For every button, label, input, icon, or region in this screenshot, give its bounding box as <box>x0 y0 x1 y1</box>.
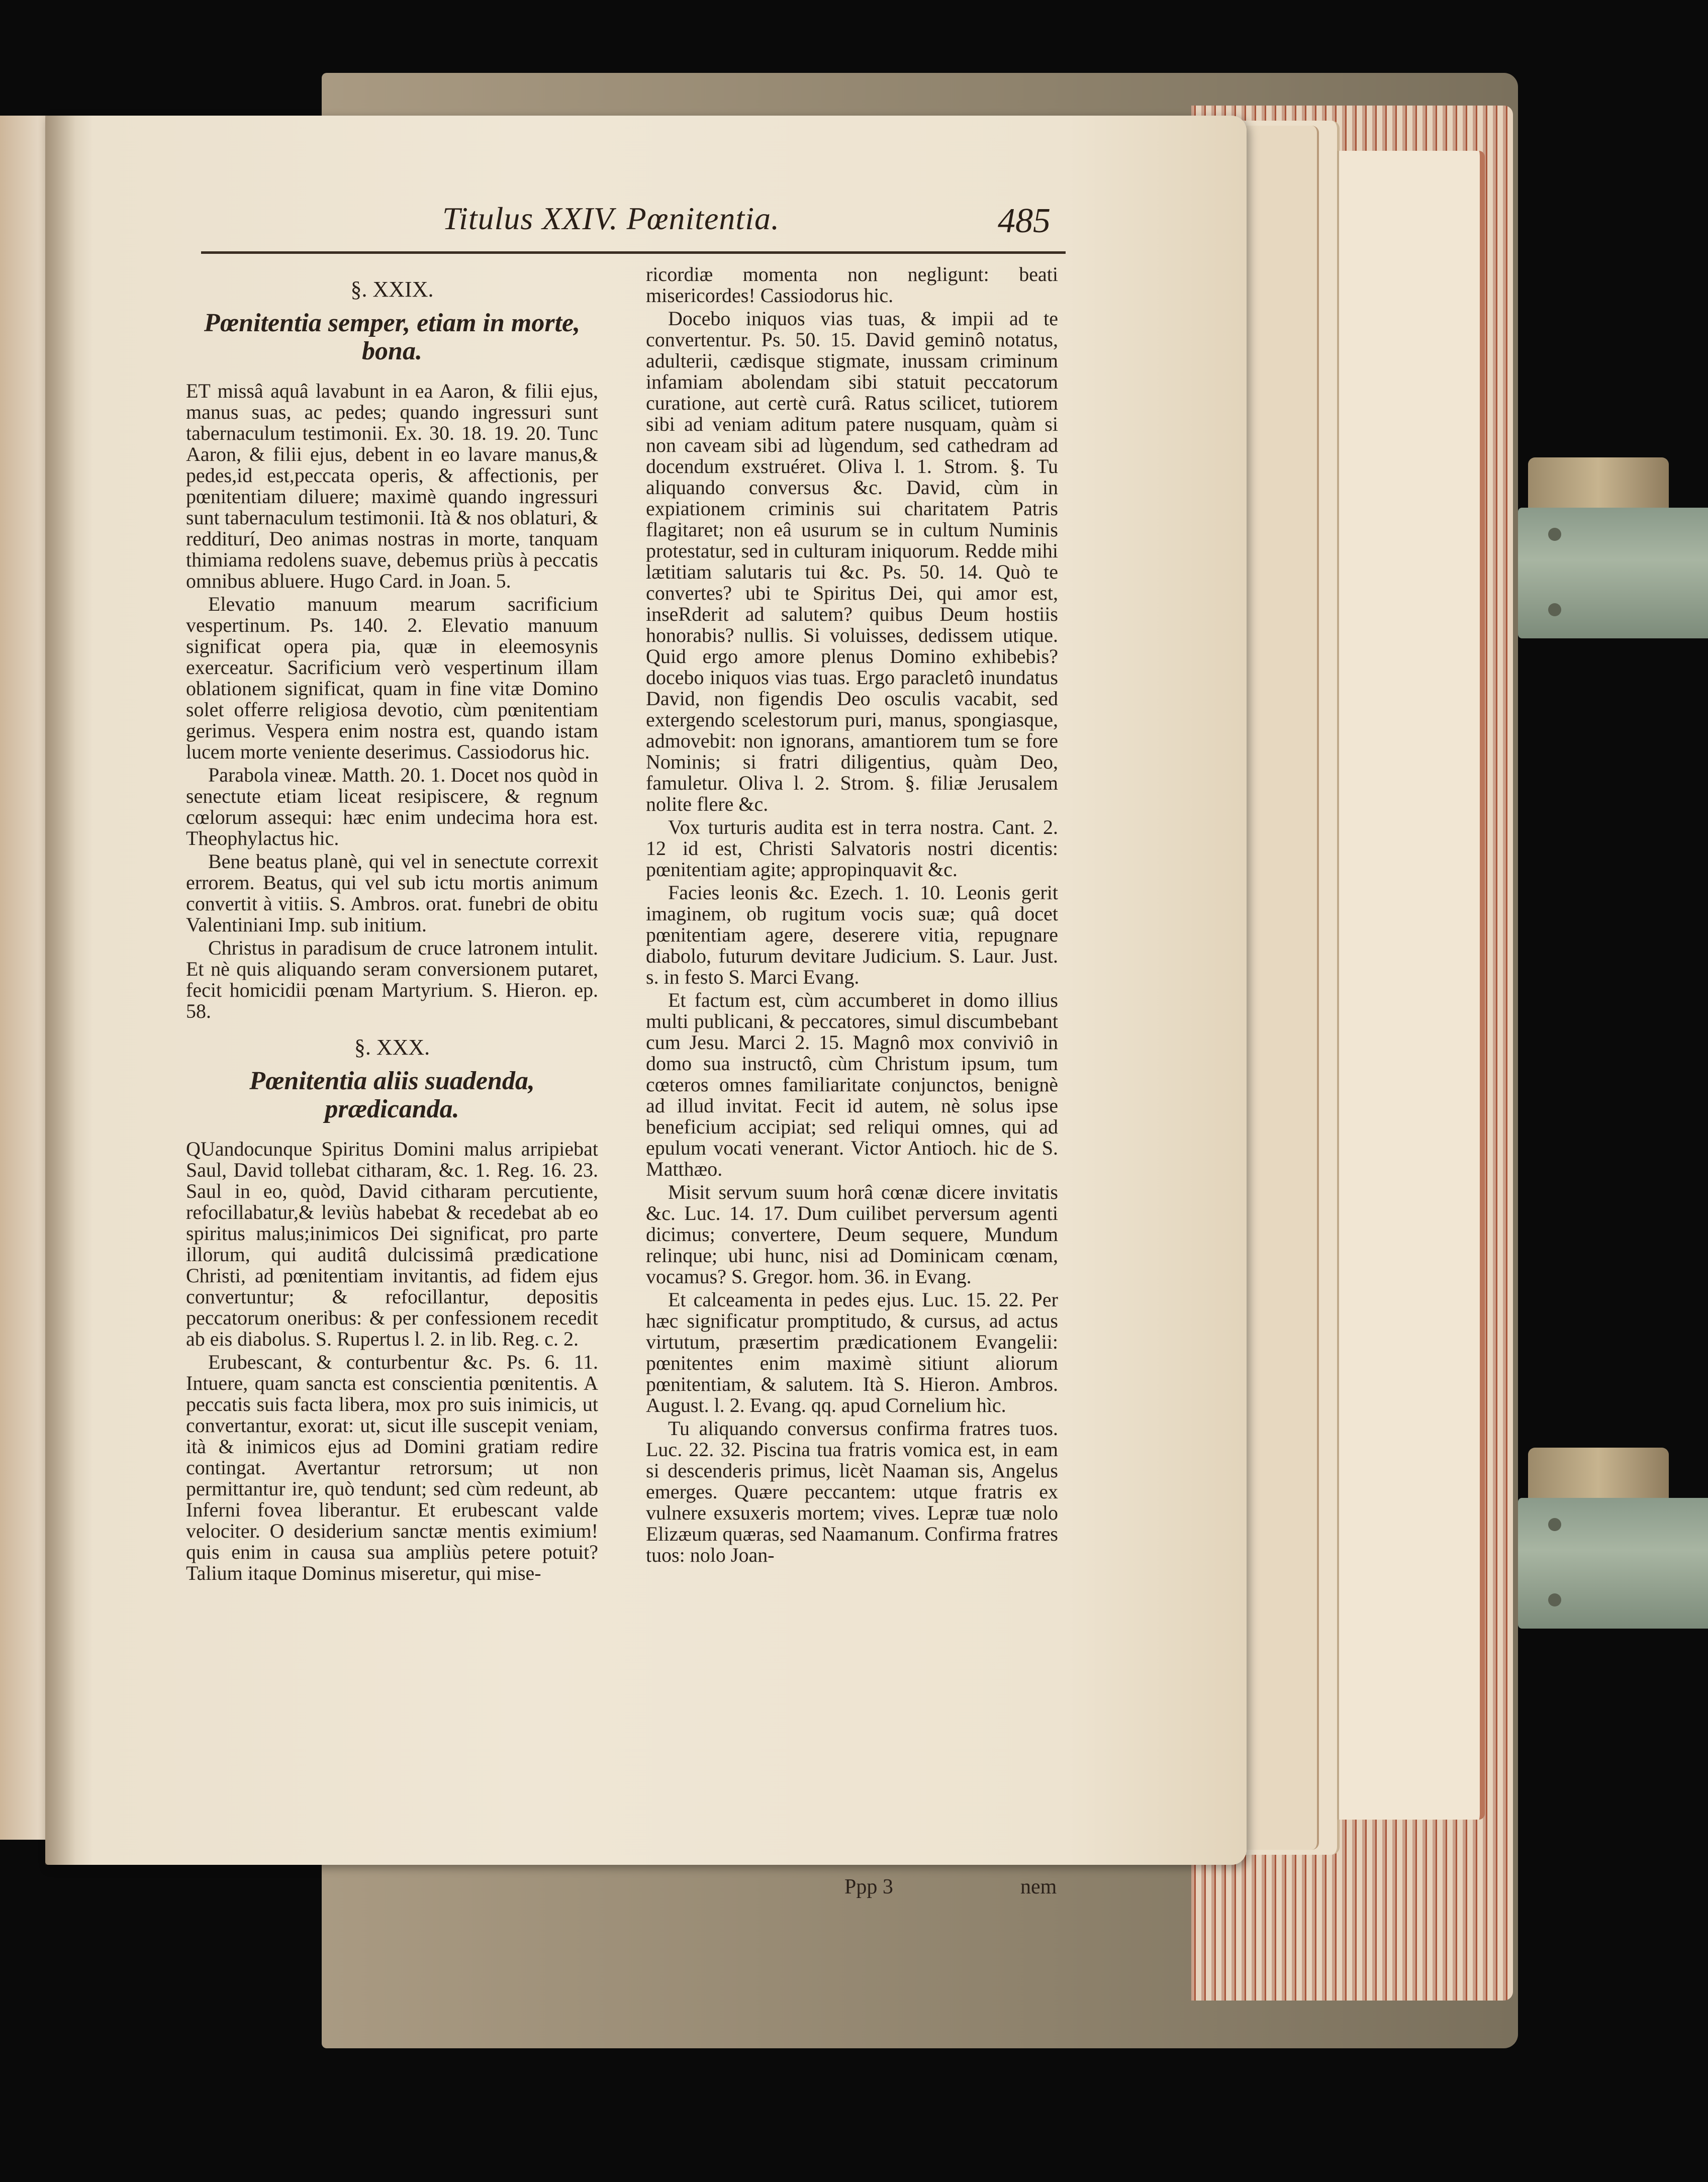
paragraph: ET missâ aquâ lavabunt in ea Aaron, & filii ejus, manus suas, ac pedes; quando ingressuri sunt tabernaculum testimonii. Ex. 30. 18. 19. 20. Tunc Aaron, & filii ejus, debent in eo lavare manus,& pedes,id est,peccata operis, & affectionis, per pœnitentiam diluere; maximè quando ingressuri sunt tabernaculum testimonii. Ità & nos oblaturi, & redditurí, Deo animas nostras in morte, tanquam thimiama redolens suave, debemus priùs à peccatis omnibus abluere. Hugo Card. in Joan. 5. <box>186 380 598 592</box>
rivet <box>1548 603 1561 616</box>
paragraph: QUandocunque Spiritus Domini malus arripiebat Saul, David tollebat citharam, &c. 1. Reg. 16. 23. Saul in eo, quòd, David citharam percutiente, refocillabatur,& leviùs habebat & recedebat ab eo spiritus malus;inimicos Dei significat, pro parte illorum, qui auditâ dulcissimâ prædicatione Christi, ad pœnitentiam invitantis, ad fidem ejus convertuntur; & refocillantur, depositis peccatorum oneribus: & per confessionem recedit ab eis diabolus. S. Rupertus l. 2. in lib. Reg. c. 2. <box>186 1137 598 1350</box>
paragraph: Bene beatus planè, qui vel in senectute correxit errorem. Beatus, qui vel sub ictu mortis animum convertit à vitiis. S. Ambros. orat. funebri de obitu Valentiniani Imp. sub initium. <box>186 850 598 936</box>
paragraph: Vox turturis audita est in terra nostra. Cant. 2. 12 id est, Christi Salvatoris nostri dicentis: pœnitentiam agite; appropinquavit &c. <box>646 816 1058 881</box>
clasp-strap <box>1518 508 1708 638</box>
rivet <box>1548 528 1561 541</box>
paragraph: Et calceamenta in pedes ejus. Luc. 15. 22. Per hæc significatur promptitudo, & cursus, ad actus virtutum, præsertim prædicationem Evangelii: pœnitentes enim maximè sitiunt aliorum pœnitentiam, & salutem. Ità S. Hieron. Ambros. August. l. 2. Evang. qq. apud Cornelium hìc. <box>646 1288 1058 1416</box>
paragraph: Et factum est, cùm accumberet in domo illius multi publicani, & peccatores, simul discumbebant cum Jesu. Marci 2. 15. Magnô mox conviviô in domo sua instructô, cùm Christum ipsum, tum cœteros omnes familiaritate conjunctos, benignè ad illud invitat. Fecit id autem, nè solus ipse beneficium accipiat; sed reliqui omnes, qui ad epulum vocati venerant. Victor Antioch. hic de S. Matthæo. <box>646 989 1058 1180</box>
rivet <box>1548 1518 1561 1531</box>
signature-mark: Ppp 3 <box>844 1875 893 1899</box>
section-title: Pœnitentia aliis suadenda, prædicanda. <box>249 1067 535 1123</box>
paragraph: Tu aliquando conversus confirma fratres tuos. Luc. 22. 32. Piscina tua fratris vomica est, in eam si descenderis primus, licèt Naaman sis, Angelus emerges. Quære peccantem: utque fratris ex vulnere exsuxeris mortem; vives. Lepræ tuæ nolo Elizæum quæras, sed Naamanum. Confirma fratres tuos: nolo Joan- <box>646 1417 1058 1566</box>
running-title: Titulus XXIV. Pœnitentia. <box>442 201 780 236</box>
paragraph: Parabola vineæ. Matth. 20. 1. Docet nos quòd in senectute etiam liceat resipiscere, & regnum cœlorum assequi: hæc enim undecima hora est. Theophylactus hic. <box>186 764 598 849</box>
section-number: §. XXX. <box>354 1035 430 1060</box>
catchword: nem <box>1020 1875 1057 1899</box>
paragraph: Elevatio manuum mearum sacrificium vespertinum. Ps. 140. 2. Elevatio manuum significat opera pia, quæ in eleemosynis exerceatur. Sacrificium verò vespertinum illam oblationem significat, quam in fine vitæ Domino solet offerre religiosa devotio, cùm pœnitentiam gerimus. Vespera enim nostra est, quando istam lucem morte veniente deserimus. Cassiodorus hic. <box>186 593 598 763</box>
clasp-strap <box>1518 1498 1708 1629</box>
right-column <box>646 264 1058 1568</box>
header-rule <box>201 251 1066 254</box>
rivet <box>1548 1593 1561 1606</box>
section-number: §. XXIX. <box>350 277 434 302</box>
paragraph: Misit servum suum horâ cœnæ dicere invitatis &c. Luc. 14. 17. Dum cuilibet perversum agenti dicimus; convertere, Deum sequere, Mundum relinque; ubi hunc, nisi ad Dominicam cœnam, vocamus? S. Gregor. hom. 36. in Evang. <box>646 1181 1058 1288</box>
page-number: 485 <box>998 202 1051 240</box>
underlying-leaf <box>1337 151 1485 1820</box>
paragraph: Docebo iniquos vias tuas, & impii ad te convertentur. Ps. 50. 15. David geminô notatus, adulterii, cædisque stigmate, inussam criminum infamiam abolendam sibi statuit peccatorum curatione, aut certè curâ. Ratus scilicet, tutiorem sibi ad veniam aditum patere nusquam, quàm si non caveam sibi ad lùgendum, sed cathedram ad docendum exstruéret. Oliva l. 1. Strom. §. Tu aliquando conversus &c. David, cùm in expiationem criminis sui charitatem Patris flagitaret; non eâ usurum se in cultum Numinis protestatur, sed in culturam iniquorum. Redde mihi lætitiam salutaris tui &c. Ps. 50. 14. Quò te convertes? ubi te Spiritus Dei, qui amor est, inseRderit ad salutem? quibus Deum hostiis honorabis? nullis. Si voluisses, dedissem utique. Quid ergo amore plenus Domino exhibebis? docebo iniquos vias tuas. Ergo paracletô inundatus David, non figendis Deo osculis vacabit, sed extergendo scelestorum puri, manus, spongiasque, admovebit: non ignorans, amantiorem tum se fore Nominis; si fratri diligentius, quàm Deo, famuletur. Oliva l. 2. Strom. §. filiæ Jerusalem nolite flere &c. <box>646 307 1058 815</box>
paragraph: Facies leonis &c. Ezech. 1. 10. Leonis gerit imaginem, ob rugitum vocis suæ; quâ docet pœnitentiam agere, deserere vitia, repugnare diabolo, futurum devitare Judicium. S. Laur. Just. s. in festo S. Marci Evang. <box>646 881 1058 988</box>
section-title: Pœnitentia semper, etiam in morte, bona. <box>204 309 581 365</box>
gutter-shadow <box>45 116 75 1865</box>
left-column <box>186 264 598 1586</box>
paragraph: ricordiæ momenta non negligunt: beati misericordes! Cassiodorus hic. <box>646 263 1058 307</box>
paragraph: Christus in paradisum de cruce latronem intulit. Et nè quis aliquando seram conversionem putaret, fecit homicidii pœnam Martyrium. S. Hieron. ep. 58. <box>186 936 598 1022</box>
paragraph: Erubescant, & conturbentur &c. Ps. 6. 11. Intuere, quam sancta est conscientia pœnitentis. A peccatis suis facta libera, mox pro suis inimicis, ut convertantur, exorat: ut, sicut ille suscepit veniam, ità & inimicos ejus ad Domini gratiam redire contingat. Avertantur retrorsum; ut non permittantur ire, quò tendunt; sed cùm redeunt, ab Inferni fovea liberantur. Et erubescant valde velociter. O desiderium sanctæ mentis eximium! quis enim in causa sua ampliùs petere potuit? Talium itaque Dominus miseretur, qui mise- <box>186 1351 598 1584</box>
